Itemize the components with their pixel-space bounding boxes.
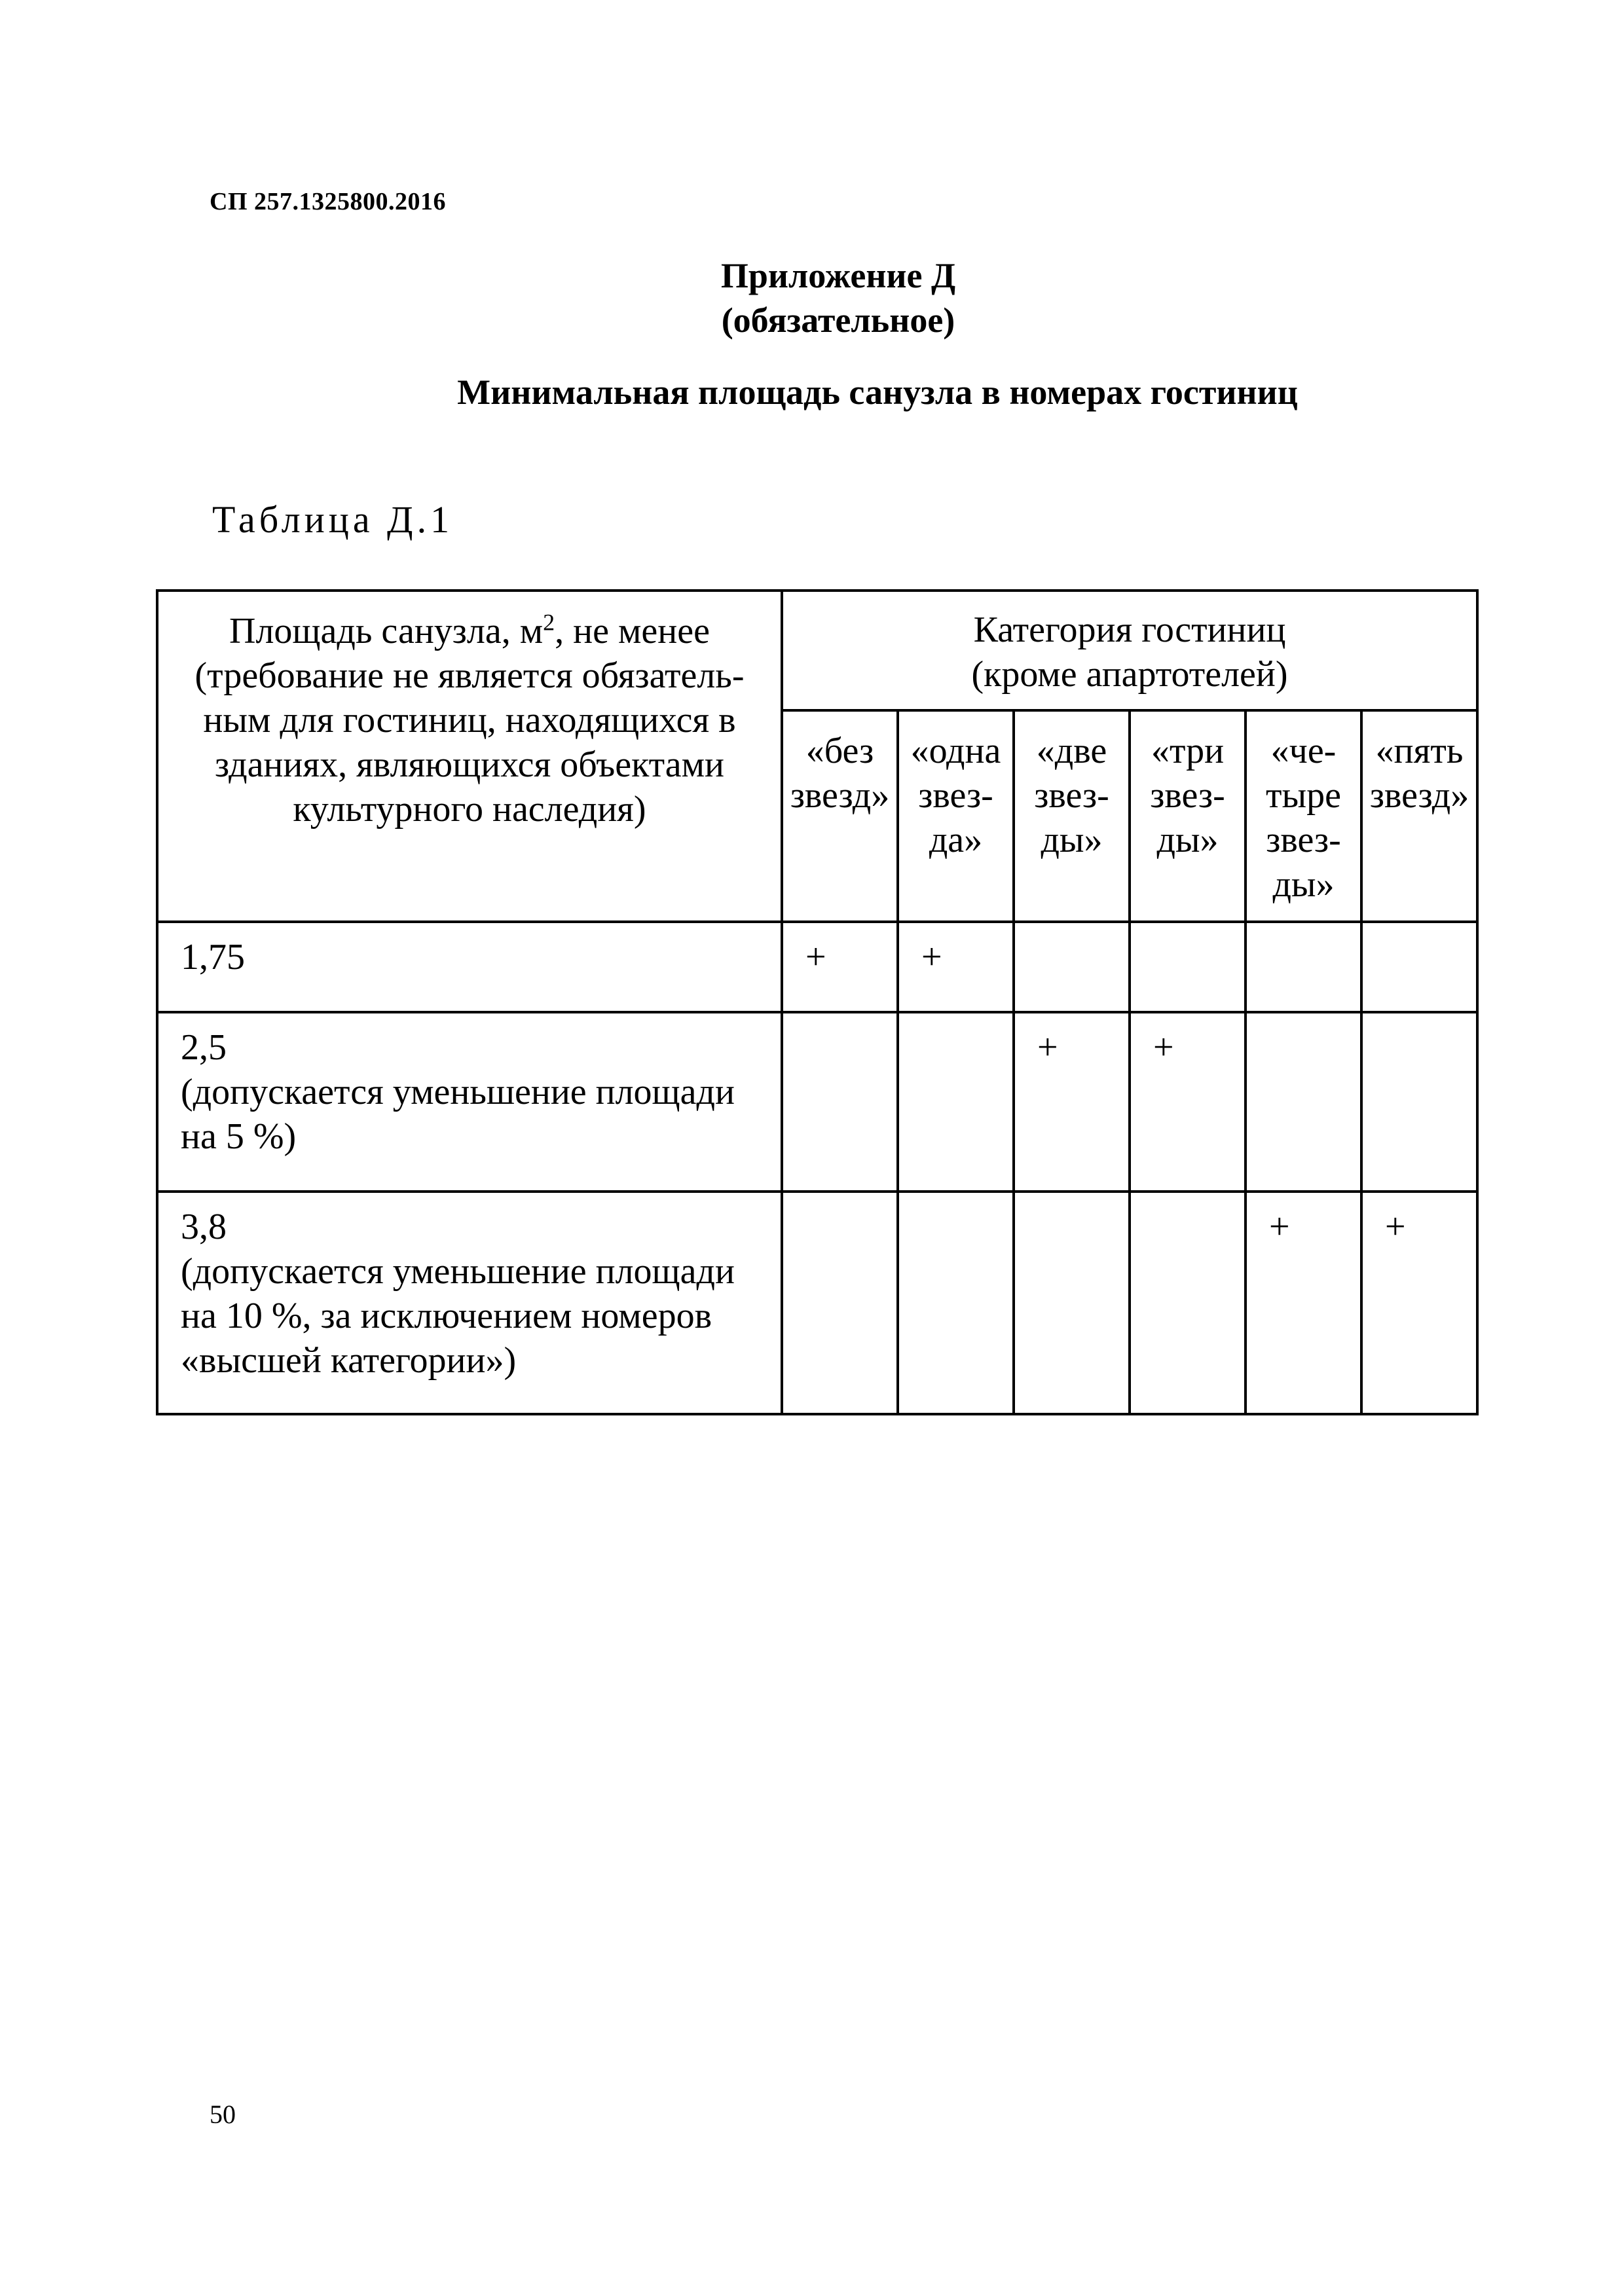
category-header-line: (кроме апартотелей) [971, 654, 1288, 695]
table-row [157, 922, 1477, 1012]
table-row [157, 1012, 1477, 1192]
mark-cell [1130, 1192, 1246, 1414]
mark-cell: + [898, 922, 1014, 1012]
mark-cell [1361, 922, 1477, 1012]
area-header-line: Площадь санузла, $м^2$, не менее [229, 609, 710, 651]
page-number: 50 [210, 2100, 236, 2129]
area-value-cell: 3,8 (допускается уменьшение площади на 10 %, за исключением номеров «высшей категории») [157, 1192, 782, 1414]
star-header-three-stars: «три звез- ды» [1130, 710, 1246, 922]
mark-cell: + [782, 922, 898, 1012]
mark-cell [782, 1012, 898, 1192]
mark-cell [898, 1192, 1014, 1414]
mark-cell [1246, 922, 1361, 1012]
area-header-line: зданиях, являющихся объектами [214, 744, 725, 785]
mark-cell: + [1014, 1012, 1130, 1192]
mark-cell [1014, 1192, 1130, 1414]
star-header-one-star: «одна звез- да» [898, 710, 1014, 922]
table-row [157, 1192, 1477, 1414]
section-heading: Минимальная площадь санузла в номерах гостиниц [457, 373, 1298, 412]
mark-cell [782, 1192, 898, 1414]
document-code: СП 257.1325800.2016 [210, 188, 446, 215]
mark-cell [1361, 1012, 1477, 1192]
table-caption: Таблица Д.1 [212, 498, 454, 541]
category-header-line: Категория гостиниц [973, 610, 1286, 650]
mark-cell [898, 1012, 1014, 1192]
mark-cell [1130, 922, 1246, 1012]
area-header-line: (требование не является обязатель- [194, 655, 745, 696]
area-header-line: культурного наследия) [293, 789, 646, 829]
mark-cell [1014, 922, 1130, 1012]
mark-cell: + [1246, 1192, 1361, 1414]
mark-cell: + [1130, 1012, 1246, 1192]
mark-cell: + [1361, 1192, 1477, 1414]
area-header-cell [157, 591, 782, 922]
star-header-two-stars: «две звез- ды» [1014, 710, 1130, 922]
star-header-five-stars: «пять звезд» [1361, 710, 1477, 922]
table-header-row [157, 591, 1477, 710]
appendix-title: Приложение Д [720, 256, 956, 295]
star-header-no-stars: «без звезд» [782, 710, 898, 922]
mark-cell [1246, 1012, 1361, 1192]
category-header-cell [782, 591, 1477, 710]
area-header-line: ным для гостиниц, находящихся в [203, 700, 736, 740]
area-value-cell: 1,75 [157, 922, 782, 1012]
star-header-four-stars: «че- тыре звез- ды» [1246, 710, 1361, 922]
bathroom-area-table [156, 589, 1479, 1415]
area-value-cell: 2,5 (допускается уменьшение площади на 5 %) [157, 1012, 782, 1192]
appendix-status: (обязательное) [721, 301, 955, 340]
